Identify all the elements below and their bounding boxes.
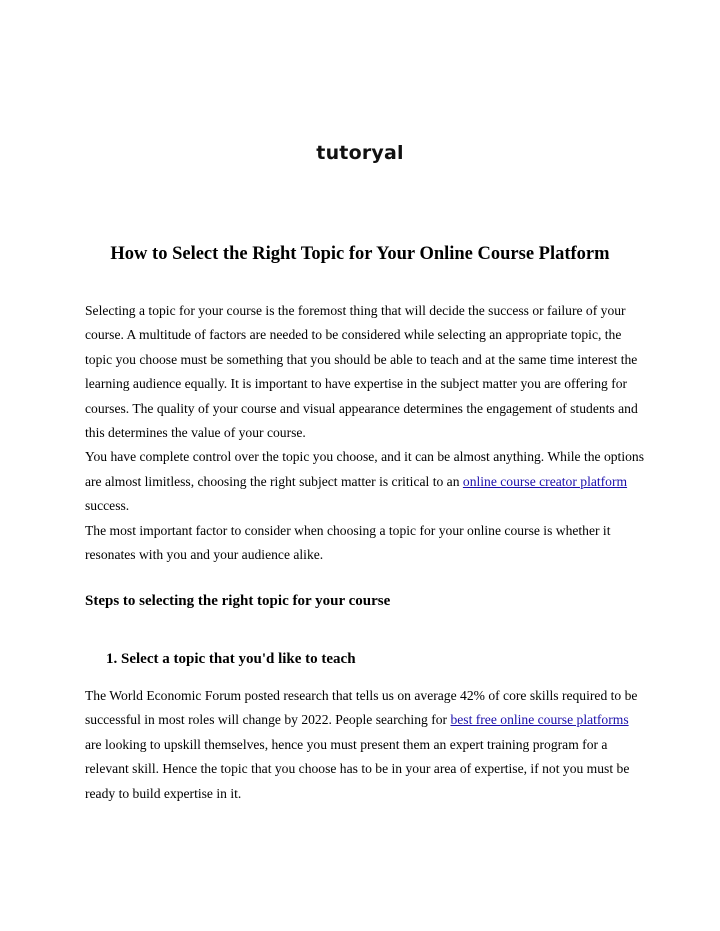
intro-paragraph-2	[85, 445, 645, 518]
intro-paragraph-2-text-before: You have complete control over the topic you choose, and it can be almost anything. While the options are almost limitless, choosing the right subject matter is critical to an	[85, 449, 644, 489]
online-course-creator-platform-link[interactable]: online course creator platform	[462, 473, 628, 489]
page-title: How to Select the Right Topic for Your Online Course Platform	[110, 244, 610, 264]
step-1-heading: 1. Select a topic that you'd like to teach	[106, 651, 356, 667]
step-1-section	[85, 684, 645, 806]
intro-paragraph-2-text-after: success.	[85, 498, 130, 514]
step-1-paragraph	[85, 684, 645, 806]
tutoryal-logo: tutoryal	[316, 142, 404, 164]
step-1-text-after: are looking to upskill themselves, hence you must present them an expert training program for a relevant skill. Hence the topic that you choose has to be in your area of expertise, if not you must be ready to build expertise in it.	[85, 736, 630, 801]
section-heading: Steps to selecting the right topic for your course	[85, 593, 391, 609]
intro-paragraph-3: The most important factor to consider when choosing a topic for your online course is whether it resonates with you and your audience alike.	[85, 522, 611, 563]
step-1-text-before: The World Economic Forum posted research that tells us on average 42% of core skills required to be successful in most roles will change by 2022. People searching for	[85, 688, 638, 728]
best-free-online-course-platforms-link[interactable]: best free online course platforms	[450, 712, 629, 728]
intro-section	[85, 299, 645, 567]
intro-paragraph-1: Selecting a topic for your course is the foremost thing that will decide the success or failure of your course. A multitude of factors are needed to be considered while selecting an appropriate topic, the topic you choose must be something that you should be able to teach and at the same time interest the learning audience equally. It is important to have expertise in the subject matter you are offering for courses. The quality of your course and visual appearance determines the engagement of students and this determines the value of your course.	[85, 303, 638, 441]
